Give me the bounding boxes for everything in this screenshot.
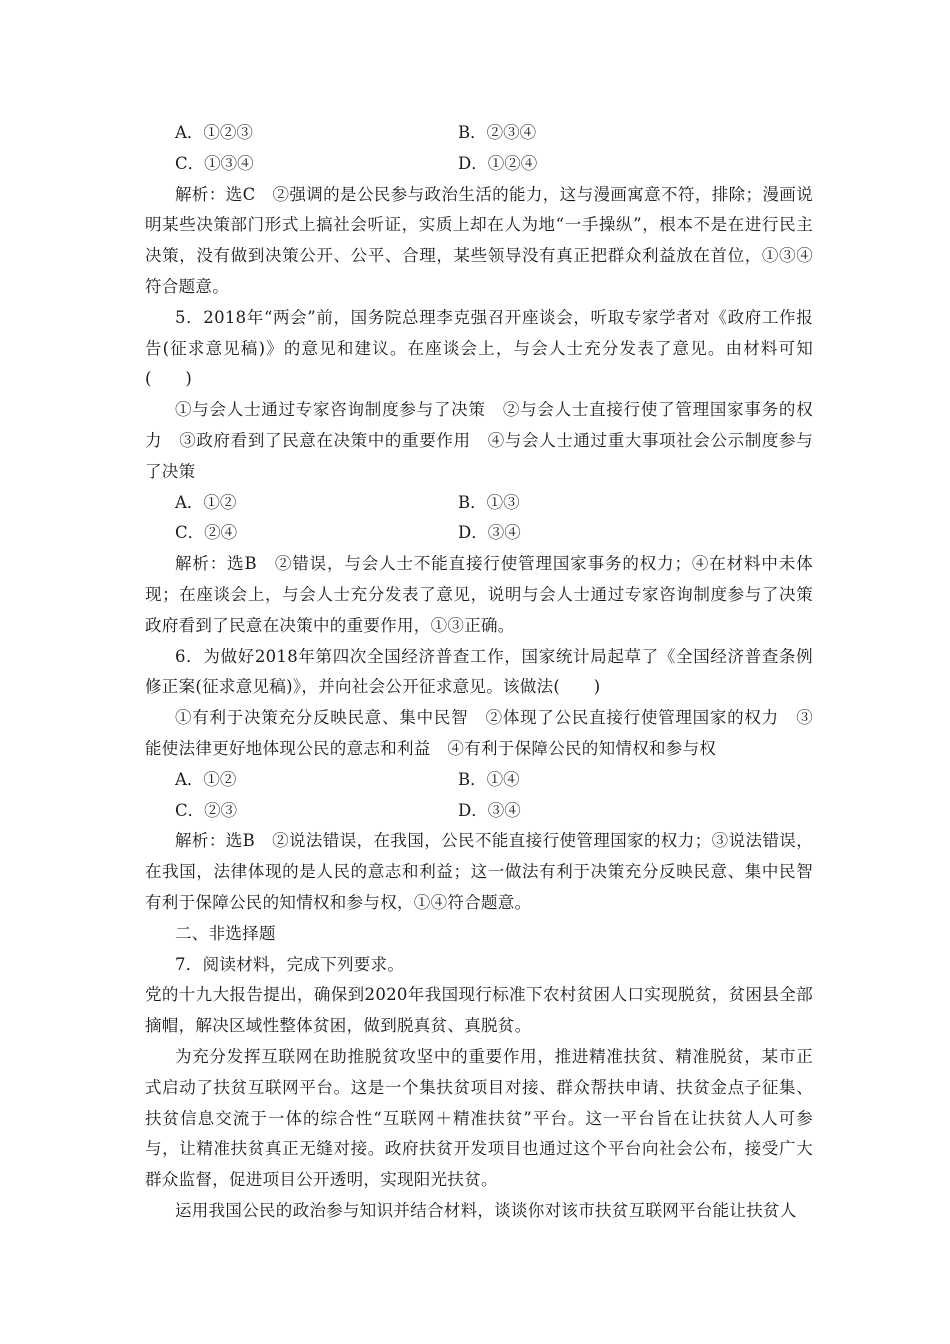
q7-material-para-1: 党的十九大报告提出，确保到2020年我国现行标准下农村贫困人口实现脱贫，贫困县全部摘帽，解决区域性整体贫困，做到脱真贫、真脱贫。 bbox=[145, 985, 813, 1036]
q6-option-a: A．①② bbox=[175, 769, 237, 789]
q5-option-c: C．②④ bbox=[175, 523, 238, 543]
q6-options-row-2 bbox=[145, 796, 813, 827]
q4-option-c: C．①③④ bbox=[175, 153, 254, 173]
q5-stem: 5．2018年“两会”前，国务院总理李克强召开座谈会，听取专家学者对《政府工作报告(征求意见稿)》的意见和建议。在座谈会上，与会人士充分发表了意见。由材料可知( ) bbox=[145, 307, 813, 389]
q4-options-row-2 bbox=[145, 149, 813, 180]
q4-option-a: A．①②③ bbox=[175, 123, 253, 142]
q6-options-row-1 bbox=[145, 765, 813, 796]
q7-title: 7．阅读材料，完成下列要求。 bbox=[175, 954, 405, 974]
q6-stem: 6．为做好2018年第四次全国经济普查工作，国家统计局起草了《全国经济普查条例修正案(征求意见稿)》，并向社会公开征求意见。该做法( ) bbox=[145, 646, 813, 697]
q6-option-b: B．①④ bbox=[458, 769, 520, 789]
q6-statements: ①有利于决策充分反映民意、集中民智 ②体现了公民直接行使管理国家的权力 ③能使法律更好地体现公民的意志和利益 ④有利于保障公民的知情权和参与权 bbox=[145, 708, 813, 758]
q5-options-row-2 bbox=[145, 518, 813, 549]
q6-option-d: D．③④ bbox=[458, 800, 521, 820]
q4-options-row-1 bbox=[145, 118, 813, 149]
q6-analysis: 解析：选B ②说法错误，在我国，公民不能直接行使管理国家的权力；③说法错误，在我国，法律体现的是人民的意志和利益；这一做法有利于决策充分反映民意、集中民智有利于保障公民的知情权和参与权，①④符合题意。 bbox=[145, 831, 813, 912]
q4-analysis: 解析：选C ②强调的是公民参与政治生活的能力，这与漫画寓意不符，排除；漫画说明某些决策部门形式上搞社会听证，实质上却在人为地“一手操纵”，根本不是在进行民主决策，没有做到决策公开、公平、合理，某些领导没有真正把群众利益放在首位，①③④符合题意。 bbox=[145, 184, 813, 296]
q5-option-d: D．③④ bbox=[458, 523, 521, 543]
q5-options-row-1 bbox=[145, 488, 813, 519]
q5-statements: ①与会人士通过专家咨询制度参与了决策 ②与会人士直接行使了管理国家事务的权力 ③政府看到了民意在决策中的重要作用 ④与会人士通过重大事项社会公示制度参与了决策 bbox=[145, 400, 813, 481]
section-heading: 二、非选择题 bbox=[175, 923, 276, 943]
q7-question: 运用我国公民的政治参与知识并结合材料，谈谈你对该市扶贫互联网平台能让扶贫人 bbox=[175, 1200, 797, 1220]
q6-option-c: C．②③ bbox=[175, 800, 238, 820]
page-content bbox=[145, 118, 813, 1227]
q5-option-b: B．①③ bbox=[458, 492, 520, 512]
q4-option-d: D．①②④ bbox=[458, 153, 538, 173]
q4-option-b: B．②③④ bbox=[458, 123, 537, 142]
q7-material-para-2: 为充分发挥互联网在助推脱贫攻坚中的重要作用，推进精准扶贫、精准脱贫，某市正式启动了扶贫互联网平台。这是一个集扶贫项目对接、群众帮扶申请、扶贫金点子征集、扶贫信息交流于一体的综合性“互联网＋精准扶贫”平台。这一平台旨在让扶贫人人可参与，让精准扶贫真正无缝对接。政府扶贫开发项目也通过这个平台向社会公布，接受广大群众监督，促进项目公开透明，实现阳光扶贫。 bbox=[145, 1046, 813, 1190]
q5-option-a: A．①② bbox=[175, 492, 237, 512]
q5-analysis: 解析：选B ②错误，与会人士不能直接行使管理国家事务的权力；④在材料中未体现；在座谈会上，与会人士充分发表了意见，说明与会人士通过专家咨询制度参与了决策政府看到了民意在决策中的重要作用，①③正确。 bbox=[145, 554, 813, 635]
